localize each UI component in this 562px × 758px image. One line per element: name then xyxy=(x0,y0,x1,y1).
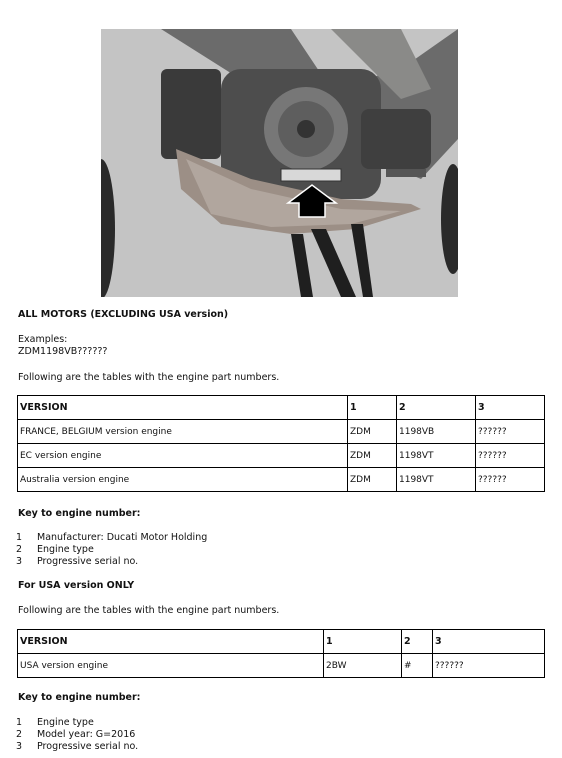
key1-title: Key to engine number: xyxy=(18,508,141,519)
header-1: 1 xyxy=(348,396,397,420)
cell-3: ?????? xyxy=(476,420,545,444)
cell-1: ZDM xyxy=(348,468,397,492)
header-3: 3 xyxy=(476,396,545,420)
cell-version: EC version engine xyxy=(18,444,348,468)
header-version: VERSION xyxy=(18,396,348,420)
list-item: 3 Progressive serial no. xyxy=(16,556,139,567)
header-3: 3 xyxy=(433,630,545,654)
cell-2: # xyxy=(402,654,433,678)
cell-version: Australia version engine xyxy=(18,468,348,492)
section1-intro: Following are the tables with the engine part numbers. xyxy=(18,372,280,383)
engine-illustration xyxy=(101,29,458,297)
cell-2: 1198VB xyxy=(397,420,476,444)
cell-version: FRANCE, BELGIUM version engine xyxy=(18,420,348,444)
example-code: ZDM1198VB?????? xyxy=(18,346,108,357)
cell-version: USA version engine xyxy=(18,654,324,678)
cell-1: ZDM xyxy=(348,420,397,444)
key1-list xyxy=(16,532,207,568)
list-item: 2 Model year: G=2016 xyxy=(16,729,136,740)
section1-heading: ALL MOTORS (EXCLUDING USA version) xyxy=(18,309,229,320)
table-row xyxy=(18,654,545,678)
key2-list xyxy=(16,717,138,753)
section2-intro: Following are the tables with the engine part numbers. xyxy=(18,605,280,616)
cell-3: ?????? xyxy=(476,468,545,492)
table-row xyxy=(18,444,545,468)
header-2: 2 xyxy=(402,630,433,654)
cell-2: 1198VT xyxy=(397,444,476,468)
list-item: 1 Engine type xyxy=(16,717,94,728)
engine-photo xyxy=(101,29,458,297)
header-version: VERSION xyxy=(18,630,324,654)
cell-3: ?????? xyxy=(476,444,545,468)
table-row xyxy=(18,420,545,444)
section2-heading: For USA version ONLY xyxy=(18,580,135,591)
list-item: 1 Manufacturer: Ducati Motor Holding xyxy=(16,532,208,543)
table-header-row xyxy=(18,396,545,420)
list-item: 2 Engine type xyxy=(16,544,94,555)
key2-title: Key to engine number: xyxy=(18,692,141,703)
cell-1: ZDM xyxy=(348,444,397,468)
cell-2: 1198VT xyxy=(397,468,476,492)
cell-1: 2BW xyxy=(324,654,402,678)
engine-table-2 xyxy=(17,629,545,678)
table-header-row xyxy=(18,630,545,654)
header-2: 2 xyxy=(397,396,476,420)
cell-3: ?????? xyxy=(433,654,545,678)
header-1: 1 xyxy=(324,630,402,654)
table-row xyxy=(18,468,545,492)
list-item: 3 Progressive serial no. xyxy=(16,741,139,752)
examples-label: Examples: xyxy=(18,334,68,345)
engine-table-1 xyxy=(17,395,545,492)
